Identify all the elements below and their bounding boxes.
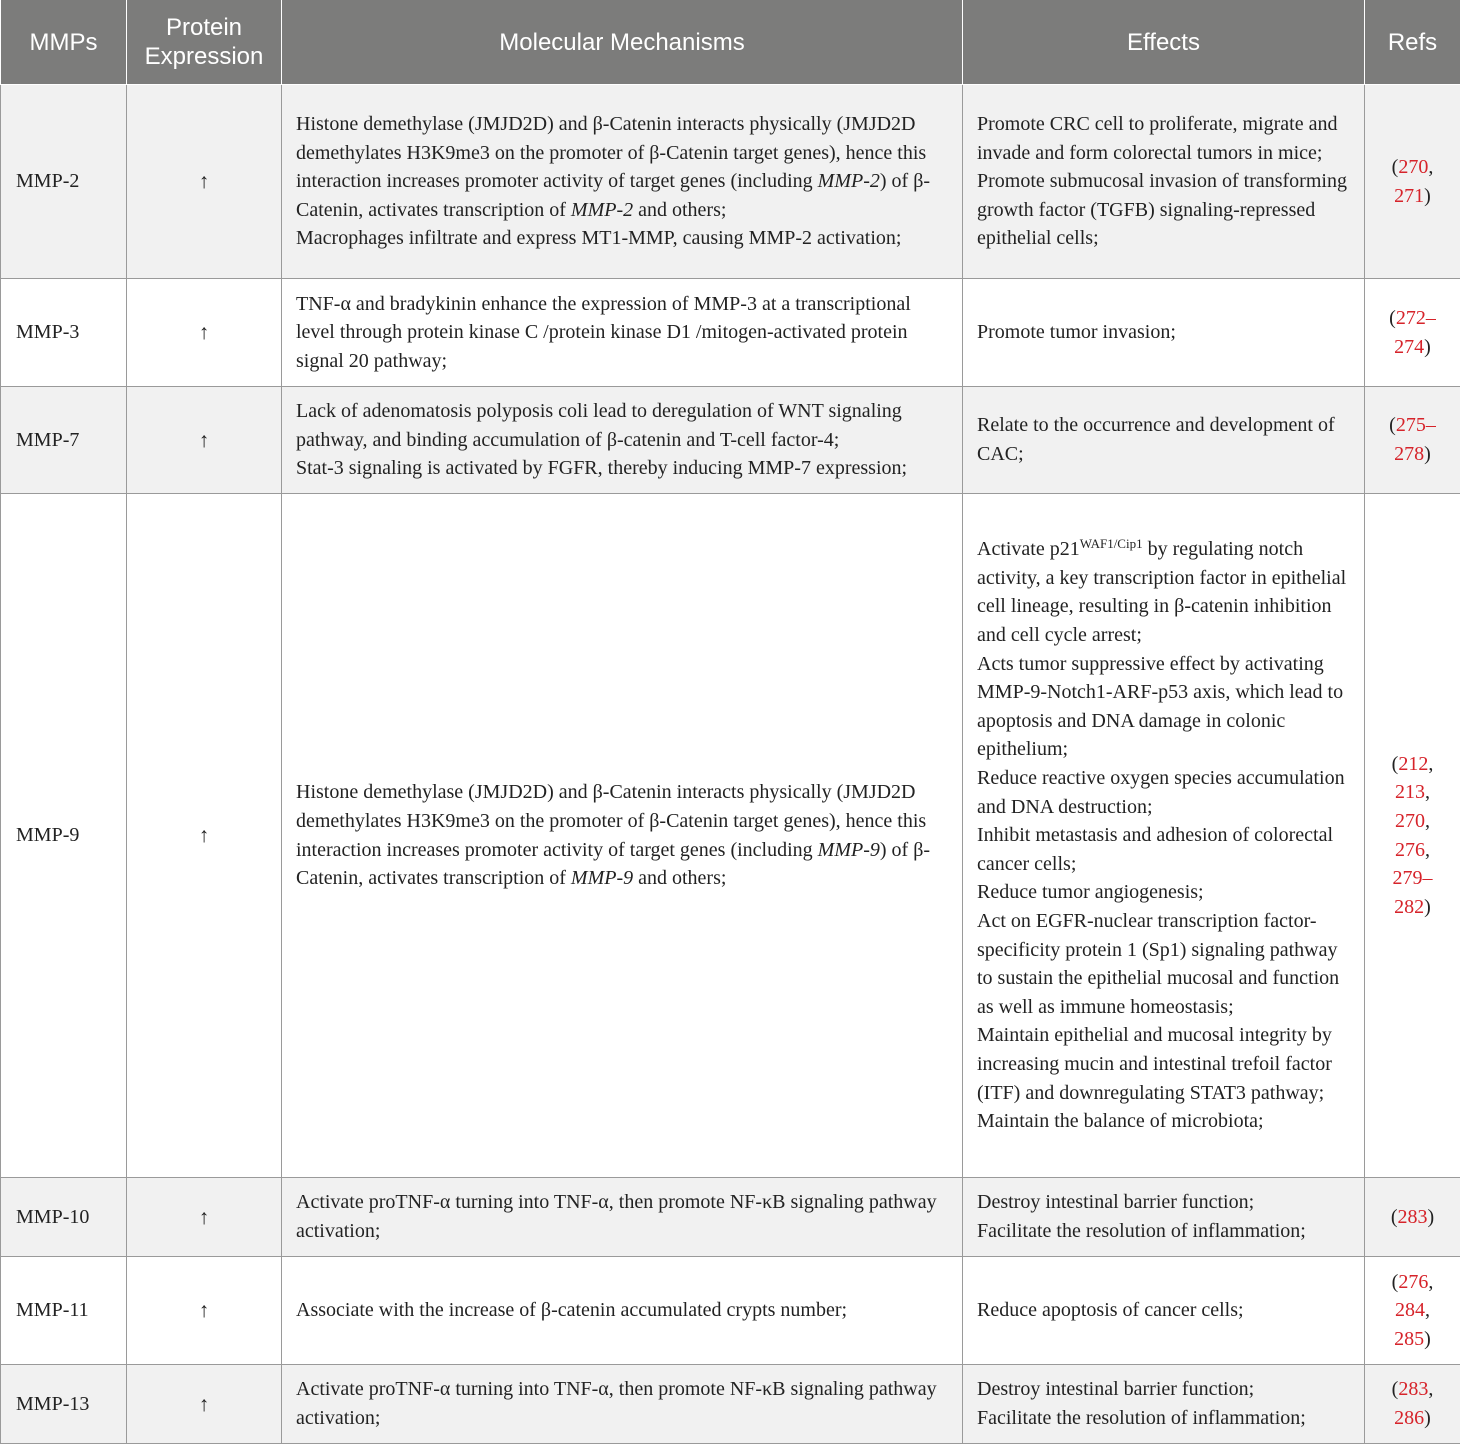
ref-link[interactable]: 278 — [1394, 443, 1424, 465]
table-row — [1, 1365, 1460, 1444]
ref-link[interactable]: 270 — [1395, 810, 1425, 832]
effects-cell — [963, 494, 1365, 1178]
gene-name: MMP-2 — [571, 199, 633, 221]
mechanism-text — [296, 781, 930, 889]
mechanism-text-part: Histone demethylase (JMJD2D) and β-Catenin interacts physically (JMJD2D demethylates H3K9me3 on the promoter of β-Catenin target genes), hence this interaction increases promoter activity of target genes (including — [296, 113, 926, 192]
mmp-name: MMP-11 — [1, 1257, 127, 1365]
ref-paren: ( — [1389, 414, 1396, 436]
ref-paren: ) — [1424, 896, 1431, 918]
ref-link[interactable]: 275– — [1396, 414, 1436, 436]
ref-paren: ) — [1424, 1328, 1431, 1350]
effect-line — [977, 535, 1350, 649]
ref-paren: ( — [1391, 1206, 1398, 1228]
mechanism-cell: Activate proTNF-α turning into TNF-α, then promote NF-κB signaling pathway activation; — [282, 1365, 963, 1444]
mechanism-line: Stat-3 signaling is activated by FGFR, thereby inducing MMP-7 expression; — [296, 454, 948, 483]
table-row — [1, 1257, 1460, 1365]
mechanism-text — [296, 113, 930, 221]
effects-cell — [963, 387, 1365, 494]
ref-paren: ) — [1428, 1206, 1435, 1228]
mechanism-cell — [282, 85, 963, 279]
effects-cell — [963, 1365, 1365, 1444]
ref-separator: , — [1428, 1271, 1433, 1293]
effect-line: Acts tumor suppressive effect by activating MMP-9-Notch1-ARF-p53 axis, which lead to apoptosis and DNA damage in colonic epithelium; — [977, 650, 1350, 764]
effect-line: Promote tumor invasion; — [977, 318, 1350, 347]
refs-cell — [1365, 387, 1460, 494]
mechanism-text-part: ) of β-Catenin, activates transcription of — [296, 170, 930, 221]
ref-paren: ) — [1424, 1407, 1431, 1429]
ref-separator: , — [1425, 1299, 1430, 1321]
ref-link[interactable]: 283 — [1398, 1206, 1428, 1228]
superscript: WAF1/Cip1 — [1080, 536, 1143, 551]
expression-arrow: ↑ — [127, 494, 282, 1178]
ref-link[interactable]: 270 — [1398, 156, 1428, 178]
mechanism-text-part: and others; — [633, 867, 726, 889]
effects-cell — [963, 279, 1365, 387]
ref-link[interactable]: 272– — [1396, 307, 1436, 329]
refs-cell — [1365, 279, 1460, 387]
ref-link[interactable]: 276 — [1395, 839, 1425, 861]
refs-cell — [1365, 1178, 1460, 1257]
ref-separator: , — [1428, 1378, 1433, 1400]
refs-cell — [1365, 1365, 1460, 1444]
mmp-name: MMP-10 — [1, 1178, 127, 1257]
mmp-name: MMP-13 — [1, 1365, 127, 1444]
mmp-name: MMP-3 — [1, 279, 127, 387]
gene-name: MMP-2 — [818, 170, 880, 192]
table-header — [1, 0, 1460, 85]
mechanism-cell: Activate proTNF-α turning into TNF-α, then promote NF-κB signaling pathway activation; — [282, 1178, 963, 1257]
effect-line: Facilitate the resolution of inflammation; — [977, 1404, 1350, 1433]
expression-arrow: ↑ — [127, 1178, 282, 1257]
ref-paren: ( — [1392, 1378, 1399, 1400]
gene-name: MMP-9 — [571, 867, 633, 889]
effect-text-part: Activate p21 — [977, 538, 1080, 560]
ref-paren: ) — [1424, 336, 1431, 358]
mmp-name: MMP-7 — [1, 387, 127, 494]
mmp-name: MMP-2 — [1, 85, 127, 279]
mechanism-cell — [282, 387, 963, 494]
ref-link[interactable]: 276 — [1398, 1271, 1428, 1293]
effect-line: Reduce tumor angiogenesis; — [977, 878, 1350, 907]
effect-line: Inhibit metastasis and adhesion of colorectal cancer cells; — [977, 821, 1350, 878]
effects-cell — [963, 1178, 1365, 1257]
effect-line: Act on EGFR-nuclear transcription factor-specificity protein 1 (Sp1) signaling pathway to sustain the epithelial mucosal and function as well as immune homeostasis; — [977, 907, 1350, 1021]
gene-name: MMP-9 — [818, 839, 880, 861]
refs-cell — [1365, 494, 1460, 1178]
effects-cell — [963, 1257, 1365, 1365]
ref-paren: ) — [1424, 443, 1431, 465]
expression-arrow: ↑ — [127, 85, 282, 279]
expression-arrow: ↑ — [127, 1365, 282, 1444]
ref-link[interactable]: 286 — [1394, 1407, 1424, 1429]
header-molecular-mechanisms: Molecular Mechanisms — [282, 0, 963, 85]
ref-link[interactable]: 213 — [1395, 781, 1425, 803]
ref-separator: , — [1425, 810, 1430, 832]
effect-line: Maintain epithelial and mucosal integrity by increasing mucin and intestinal trefoil factor (ITF) and downregulating STAT3 pathway; — [977, 1021, 1350, 1107]
effects-cell — [963, 85, 1365, 279]
header-effects: Effects — [963, 0, 1365, 85]
mechanism-text-part: ) of β-Catenin, activates transcription of — [296, 839, 930, 890]
ref-link[interactable]: 274 — [1394, 336, 1424, 358]
ref-link[interactable]: 279– — [1393, 867, 1433, 889]
mmp-name: MMP-9 — [1, 494, 127, 1178]
ref-link[interactable]: 284 — [1395, 1299, 1425, 1321]
expression-arrow: ↑ — [127, 1257, 282, 1365]
ref-link[interactable]: 271 — [1394, 185, 1424, 207]
ref-link[interactable]: 285 — [1394, 1328, 1424, 1350]
effect-line: Promote submucosal invasion of transforming growth factor (TGFB) signaling-repressed epithelial cells; — [977, 167, 1350, 253]
effect-line: Facilitate the resolution of inflammation; — [977, 1217, 1350, 1246]
ref-separator: , — [1425, 839, 1430, 861]
table-row — [1, 85, 1460, 279]
effect-text-part: by regulating notch activity, a key transcription factor in epithelial cell lineage, resulting in β-catenin inhibition and cell cycle arrest; — [977, 538, 1346, 646]
ref-paren: ( — [1392, 156, 1399, 178]
effect-line: Relate to the occurrence and development of CAC; — [977, 411, 1350, 468]
effect-line: Promote CRC cell to proliferate, migrate and invade and form colorectal tumors in mice; — [977, 110, 1350, 167]
mechanism-cell: Associate with the increase of β-catenin accumulated crypts number; — [282, 1257, 963, 1365]
refs-cell — [1365, 85, 1460, 279]
header-refs: Refs — [1365, 0, 1460, 85]
table-row — [1, 1178, 1460, 1257]
ref-separator: , — [1428, 156, 1433, 178]
header-protein-expression: Protein Expression — [127, 0, 282, 85]
ref-separator: , — [1425, 781, 1430, 803]
mechanism-line: Macrophages infiltrate and express MT1-MMP, causing MMP-2 activation; — [296, 224, 948, 253]
effect-line: Destroy intestinal barrier function; — [977, 1188, 1350, 1217]
expression-arrow: ↑ — [127, 387, 282, 494]
effect-line: Reduce reactive oxygen species accumulation and DNA destruction; — [977, 764, 1350, 821]
ref-paren: ) — [1424, 185, 1431, 207]
expression-arrow: ↑ — [127, 279, 282, 387]
mechanism-cell: TNF-α and bradykinin enhance the expression of MMP-3 at a transcriptional level through protein kinase C /protein kinase D1 /mitogen-activated protein signal 20 pathway; — [282, 279, 963, 387]
table-row — [1, 494, 1460, 1178]
mechanism-cell — [282, 494, 963, 1178]
mechanism-text-part: and others; — [633, 199, 726, 221]
ref-link[interactable]: 282 — [1394, 896, 1424, 918]
ref-paren: ( — [1392, 1271, 1399, 1293]
header-mmps: MMPs — [1, 0, 127, 85]
table-row — [1, 279, 1460, 387]
refs-cell — [1365, 1257, 1460, 1365]
mechanism-line: Lack of adenomatosis polyposis coli lead to deregulation of WNT signaling pathway, and binding accumulation of β-catenin and T-cell factor-4; — [296, 397, 948, 454]
table-row — [1, 387, 1460, 494]
table-body — [1, 85, 1460, 1444]
ref-link[interactable]: 283 — [1398, 1378, 1428, 1400]
ref-paren: ( — [1389, 307, 1396, 329]
effect-line: Reduce apoptosis of cancer cells; — [977, 1296, 1350, 1325]
ref-paren: ( — [1392, 753, 1399, 775]
ref-link[interactable]: 212 — [1398, 753, 1428, 775]
effect-line: Maintain the balance of microbiota; — [977, 1107, 1350, 1136]
ref-separator: , — [1428, 753, 1433, 775]
header-row — [1, 0, 1460, 85]
effect-line: Destroy intestinal barrier function; — [977, 1375, 1350, 1404]
mechanism-text-part: Histone demethylase (JMJD2D) and β-Catenin interacts physically (JMJD2D demethylates H3K9me3 on the promoter of β-Catenin target genes), hence this interaction increases promoter activity of target genes (including — [296, 781, 926, 860]
